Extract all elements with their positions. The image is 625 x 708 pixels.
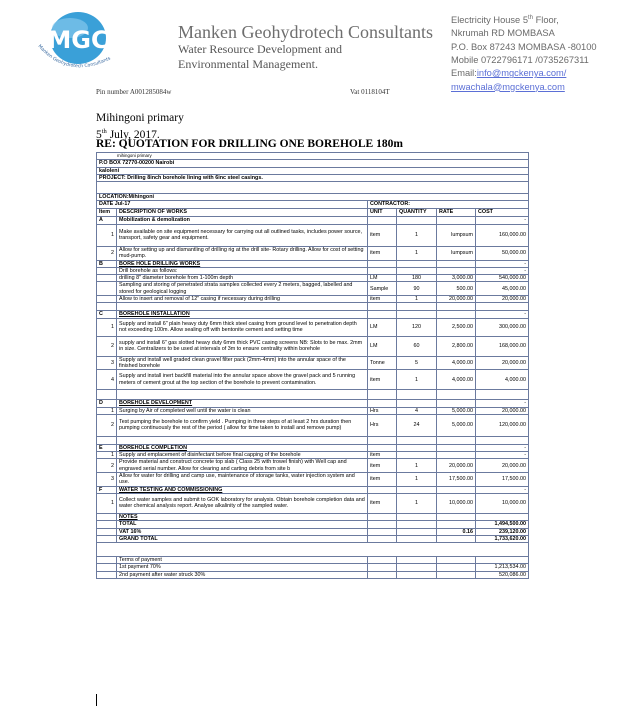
item-number: 4 <box>97 370 117 390</box>
item-cost: 120,000.00 <box>476 414 529 436</box>
item-number <box>97 282 117 296</box>
section-letter: D <box>97 400 117 407</box>
payment2-value: 520,086.00 <box>476 571 529 578</box>
item-cost: 20,000.00 <box>476 356 529 370</box>
item-cost: 45,000.00 <box>476 282 529 296</box>
item-cost: 300,000.00 <box>476 318 529 336</box>
item-unit: Sample <box>368 282 397 296</box>
section-letter: C <box>97 311 117 318</box>
item-number: 1 <box>97 407 117 414</box>
item-quantity: 1 <box>397 224 437 246</box>
item-cost: 20,000.00 <box>476 407 529 414</box>
item-unit: LM <box>368 336 397 356</box>
item-number: 2 <box>97 414 117 436</box>
contact-block: Electricity House 5th Floor, Nkrumah RD MOMBASA P.O. Box 87243 MOMBASA -80100 Mobile 0722796171 /0735267311 Email:info@mgckenya.com/ mwachala@mgckenya.com <box>451 15 597 92</box>
item-description: Test pumping the borehole to confirm yield . Pumping in three steps of at least 2 hrs duration then pumping continuously the rest of the period ( allow for time taken to install and remove pump) <box>117 414 368 436</box>
item-unit: item <box>368 246 397 260</box>
item-cost: - <box>476 452 529 459</box>
item-rate <box>437 452 476 459</box>
item-rate: 5,000.00 <box>437 407 476 414</box>
vat-label: VAT 16% <box>117 528 368 535</box>
header-row <box>97 208 529 217</box>
total-row <box>97 521 529 528</box>
item-rate: lumpsum <box>437 246 476 260</box>
payment1-value: 1,213,534.00 <box>476 564 529 571</box>
table-row <box>97 336 529 356</box>
item-description: Allow for water for drilling and camp use, maintenance of storage tanks, water injection system and use. <box>117 473 368 487</box>
table-row <box>97 174 529 181</box>
item-quantity: 24 <box>397 414 437 436</box>
col-cost-header: COST <box>476 208 529 217</box>
item-description: Sampling and storing of penetrated strata samples collected every 2 meters, bagged, labelled and stored for geological logging <box>117 282 368 296</box>
table-row <box>97 296 529 303</box>
section-title: BOREHOLE DEVELOPMENT <box>117 400 368 407</box>
section-row: D BOREHOLE DEVELOPMENT - <box>97 400 529 407</box>
table-row <box>97 557 529 564</box>
item-description: Provide material and construct concrete top slab ( Class 25 with trowel finish) with Well cap and engraved serial number. Allow for clearing and carting debris from site b <box>117 459 368 473</box>
contact-street: Nkrumah RD MOMBASA <box>451 28 555 39</box>
table-row <box>97 224 529 246</box>
section-letter: E <box>97 444 117 451</box>
item-description: supply and install 6" gas slotted heavy duty 6mm thick PVC casing screens NB: Slots to be max. 2mm in size. Centralizers to be used at intervals of 3m to ensure centrality within borehole <box>117 336 368 356</box>
recipient-name: Mihingoni primary <box>96 112 184 124</box>
col-desc-header: DESCRIPTION OF WORKS <box>117 208 368 217</box>
item-number <box>97 296 117 303</box>
vat-value: 239,120.00 <box>476 528 529 535</box>
section-row: C BOREHOLE INSTALLATION - <box>97 311 529 318</box>
item-rate: 17,500.00 <box>437 473 476 487</box>
table-row <box>97 282 529 296</box>
item-number: 2 <box>97 246 117 260</box>
table-row <box>97 201 529 208</box>
date-line: DATE Jul-17 <box>97 201 368 208</box>
item-number: 3 <box>97 473 117 487</box>
item-number: 1 <box>97 224 117 246</box>
location-line: LOCATION:Mihingoni <box>97 194 529 201</box>
item-rate: 20,000.00 <box>437 296 476 303</box>
item-cost: 168,000.00 <box>476 336 529 356</box>
item-rate: lumpsum <box>437 224 476 246</box>
item-cost: 160,000.00 <box>476 224 529 246</box>
table-row <box>97 267 529 274</box>
letter-date: 5th July, 2017. <box>96 128 160 141</box>
email-link-mwachala[interactable]: mwachala@mgckenya.com <box>451 81 565 92</box>
table-row <box>97 318 529 336</box>
item-rate <box>437 267 476 274</box>
item-unit: Hrs <box>368 407 397 414</box>
item-quantity: 1 <box>397 370 437 390</box>
vat-row <box>97 528 529 535</box>
item-unit: item <box>368 296 397 303</box>
table-row <box>97 414 529 436</box>
item-rate: 2,500.00 <box>437 318 476 336</box>
section-title: BOREHOLE INSTALLATION <box>117 311 368 318</box>
item-cost: - <box>476 267 529 274</box>
item-unit: Hrs <box>368 414 397 436</box>
client-box: P.O BOX 72770-00200 Nairobi <box>97 160 529 167</box>
section-letter: F <box>97 486 117 493</box>
item-quantity: 1 <box>397 493 437 513</box>
client-name: mihingoni primary <box>97 153 529 160</box>
item-unit: item <box>368 473 397 487</box>
section-row: E BOREHOLE COMPLETION - <box>97 444 529 451</box>
item-number: 2 <box>97 459 117 473</box>
table-row <box>97 407 529 414</box>
section-row: B BORE HOLE DRILLING WORKS - <box>97 260 529 267</box>
vat-number: Vat 0118104T <box>350 88 390 96</box>
item-unit: Tonne <box>368 356 397 370</box>
vat-rate: 0.16 <box>437 528 476 535</box>
item-cost: 20,000.00 <box>476 459 529 473</box>
item-quantity: 1 <box>397 296 437 303</box>
col-qty-header: QUANTITY <box>397 208 437 217</box>
contact-phone: Mobile 0722796171 /0735267311 <box>451 54 589 65</box>
item-rate: 3,000.00 <box>437 275 476 282</box>
item-number: 1 <box>97 493 117 513</box>
project-line: PROJECT: Drilling 8inch borehole lining with 6inc steel casings. <box>97 174 529 181</box>
item-cost: 540,000.00 <box>476 275 529 282</box>
table-row <box>97 473 529 487</box>
item-cost: 10,000.00 <box>476 493 529 513</box>
table-row <box>97 459 529 473</box>
table-row <box>97 571 529 578</box>
item-rate: 2,800.00 <box>437 336 476 356</box>
grand-total-row <box>97 535 529 542</box>
item-description: Supply and install inert backfill material into the annular space above the gravel pack and 5 running meters of cement grout at the top section of the borehole to prevent contamination. <box>117 370 368 390</box>
text-cursor <box>96 694 97 706</box>
section-title: BORE HOLE DRILLING WORKS <box>117 260 368 267</box>
item-unit: item <box>368 370 397 390</box>
item-quantity: 1 <box>397 473 437 487</box>
company-name: Manken Geohydrotech Consultants <box>178 22 433 42</box>
pin-number: Pin number A001285084w <box>96 88 172 96</box>
item-description: Drill borehole as follows: <box>117 267 368 274</box>
section-title: WATER TESTING AND COMMISSIONING <box>117 486 368 493</box>
item-number: 2 <box>97 336 117 356</box>
item-quantity: 90 <box>397 282 437 296</box>
subject-heading: RE: QUOTATION FOR DRILLING ONE BOREHOLE 180m <box>96 138 403 150</box>
table-row <box>97 452 529 459</box>
item-cost: 4,000.00 <box>476 370 529 390</box>
section-title: Mobilization & demolization <box>117 217 368 224</box>
table-row <box>97 564 529 571</box>
table-row <box>97 153 529 160</box>
quotation-table <box>96 152 528 579</box>
item-unit: item <box>368 459 397 473</box>
item-rate: 10,000.00 <box>437 493 476 513</box>
table-row <box>97 356 529 370</box>
logo-text: MGC <box>47 26 109 54</box>
table-row <box>97 493 529 513</box>
item-description: Supply and emplacement of disinfectant before final capping of the borehole <box>117 452 368 459</box>
item-number: 1 <box>97 318 117 336</box>
item-quantity: 1 <box>397 246 437 260</box>
item-description: Allow to insert and removal of 12" casing if necessary during drilling <box>117 296 368 303</box>
item-unit: LM <box>368 275 397 282</box>
contractor-line: CONTRACTOR: <box>368 201 529 208</box>
item-description: Supply and install 6" plain heavy duty 6mm thick steel casing from ground level to penetration depth not exceeding 100m. Allow sealing off with bentonite cement and setting time <box>117 318 368 336</box>
item-cost: 20,000.00 <box>476 296 529 303</box>
table-row <box>97 246 529 260</box>
table-row <box>97 194 529 201</box>
item-description: Surging by Air of completed well until the water is clean <box>117 407 368 414</box>
section-letter: B <box>97 260 117 267</box>
item-number <box>97 275 117 282</box>
total-label: TOTAL <box>117 521 368 528</box>
logo-subtext: Manken Geohydrotech Consultants <box>36 44 112 70</box>
item-cost: 17,500.00 <box>476 473 529 487</box>
item-quantity: 5 <box>397 356 437 370</box>
item-rate: 500.00 <box>437 282 476 296</box>
item-cost: 50,000.00 <box>476 246 529 260</box>
item-description: Supply and install well graded clean gravel filter pack (2mm-4mm) into the annular space of the finished borehole <box>117 356 368 370</box>
item-number <box>97 267 117 274</box>
payment2-label: 2nd payment after water struck 30% <box>117 571 368 578</box>
item-unit: item <box>368 452 397 459</box>
section-row: F WATER TESTING AND COMMISSIONING - <box>97 486 529 493</box>
item-quantity: 60 <box>397 336 437 356</box>
table-row <box>97 275 529 282</box>
item-quantity: 4 <box>397 407 437 414</box>
col-unit-header: UNIT <box>368 208 397 217</box>
item-unit: LM <box>368 318 397 336</box>
notes-label: NOTES <box>117 513 368 520</box>
grand-total-value: 1,733,620.00 <box>476 535 529 542</box>
section-title: BOREHOLE COMPLETION <box>117 444 368 451</box>
section-letter: A <box>97 217 117 224</box>
item-rate: 4,000.00 <box>437 356 476 370</box>
total-value: 1,494,500.00 <box>476 521 529 528</box>
item-rate: 4,000.00 <box>437 370 476 390</box>
item-number: 3 <box>97 356 117 370</box>
item-quantity <box>397 267 437 274</box>
section-row: A Mobilization & demolization - <box>97 217 529 224</box>
item-unit: item <box>368 493 397 513</box>
email-link-info[interactable]: info@mgckenya.com/ <box>476 68 567 79</box>
item-unit: item <box>368 224 397 246</box>
company-description: Water Resource Development and Environmental Management. <box>178 42 342 71</box>
mgc-logo <box>30 6 128 76</box>
item-quantity: 180 <box>397 275 437 282</box>
item-description: drilling 8" diameter borehole from 1-100m depth <box>117 275 368 282</box>
item-number: 1 <box>97 452 117 459</box>
contact-pobox: P.O. Box 87243 MOMBASA -80100 <box>451 41 597 52</box>
payment1-label: 1st payment 70% <box>117 564 368 571</box>
table-row <box>97 513 529 520</box>
col-rate-header: RATE <box>437 208 476 217</box>
col-item-header: Item <box>97 208 117 217</box>
item-quantity: 120 <box>397 318 437 336</box>
client-location: kaloleni <box>97 167 529 174</box>
table-row <box>97 167 529 174</box>
item-description: Make available on site equipment necessary for carrying out all outlined tasks, includes power source, transport, safety gear and equipment. <box>117 224 368 246</box>
table-row <box>97 370 529 390</box>
item-quantity: 1 <box>397 459 437 473</box>
item-unit <box>368 267 397 274</box>
grand-total-label: GRAND TOTAL <box>117 535 368 542</box>
terms-label: Terms of payment <box>117 557 368 564</box>
item-description: Allow for setting up and dismantling of drilling rig at the drill site- Rotary drilling. Allow for cost of setting mud-pump. <box>117 246 368 260</box>
item-rate: 20,000.00 <box>437 459 476 473</box>
item-description: Collect water samples and submit to GOK laboratory for analysis. Obtain borehole completion data and water chemical analysis report. Analyse alkalinity of the sampled water. <box>117 493 368 513</box>
item-quantity <box>397 452 437 459</box>
item-rate: 5,000.00 <box>437 414 476 436</box>
table-row <box>97 160 529 167</box>
